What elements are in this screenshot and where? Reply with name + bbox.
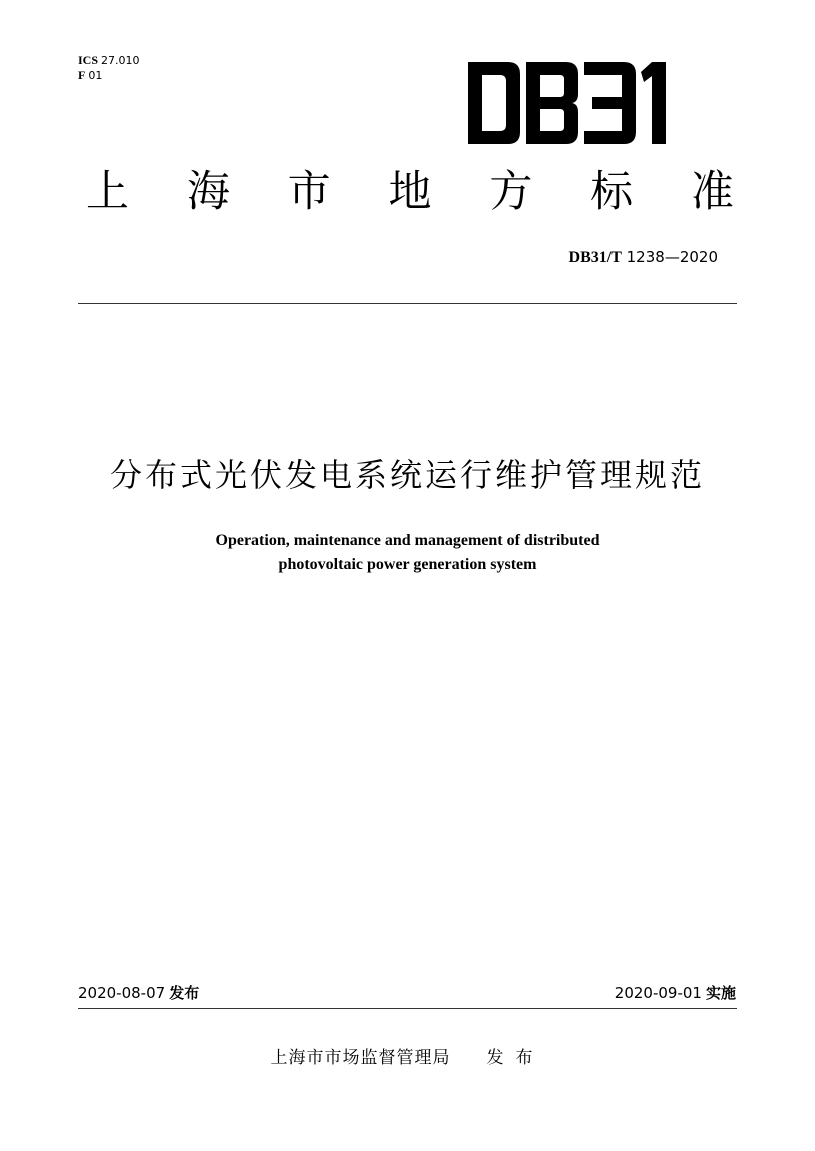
- issuer-action: 发布: [486, 1048, 545, 1068]
- title-en-line-1: Operation, maintenance and management of distributed: [215, 532, 600, 549]
- issue-date: [78, 983, 199, 1003]
- f-label: F: [78, 68, 86, 82]
- f-code-row: [78, 68, 140, 83]
- standard-number-prefix: DB31/T: [568, 249, 622, 266]
- standard-type-char: 准: [690, 167, 734, 217]
- standard-type-char: 方: [489, 167, 533, 217]
- issue-date-label: 发布: [169, 984, 200, 1002]
- bottom-divider: [78, 1008, 737, 1009]
- implement-date-label: 实施: [705, 984, 736, 1002]
- implement-date-value: 2020-09-01: [614, 984, 702, 1002]
- standard-number-value: 1238—2020: [626, 248, 718, 266]
- ics-label: ICS: [78, 53, 99, 67]
- issuer-organization: 上海市市场监督管理局: [270, 1048, 451, 1068]
- standard-type-char: 标: [590, 167, 634, 217]
- implement-date: [615, 983, 736, 1003]
- standard-type-char: 海: [186, 167, 230, 217]
- document-title-cn: 分布式光伏发电系统运行维护管理规范: [109, 456, 705, 494]
- standard-number: [569, 247, 718, 268]
- f-value: 01: [88, 69, 103, 82]
- document-title-en: [0, 529, 815, 577]
- ics-value: 27.010: [101, 54, 140, 67]
- standard-type-char: 地: [388, 167, 432, 217]
- issuing-authority: [0, 1045, 815, 1071]
- title-en-line-2: photovoltaic power generation system: [278, 556, 537, 573]
- ics-code-row: [78, 53, 140, 68]
- standard-type-char: 上: [86, 167, 129, 217]
- standard-type-char: 市: [287, 167, 331, 217]
- db31-logo: [468, 62, 693, 144]
- top-divider: [78, 303, 737, 304]
- issue-date-value: 2020-08-07: [78, 984, 166, 1002]
- classification-codes: [78, 53, 140, 83]
- standard-type-heading: [86, 164, 734, 220]
